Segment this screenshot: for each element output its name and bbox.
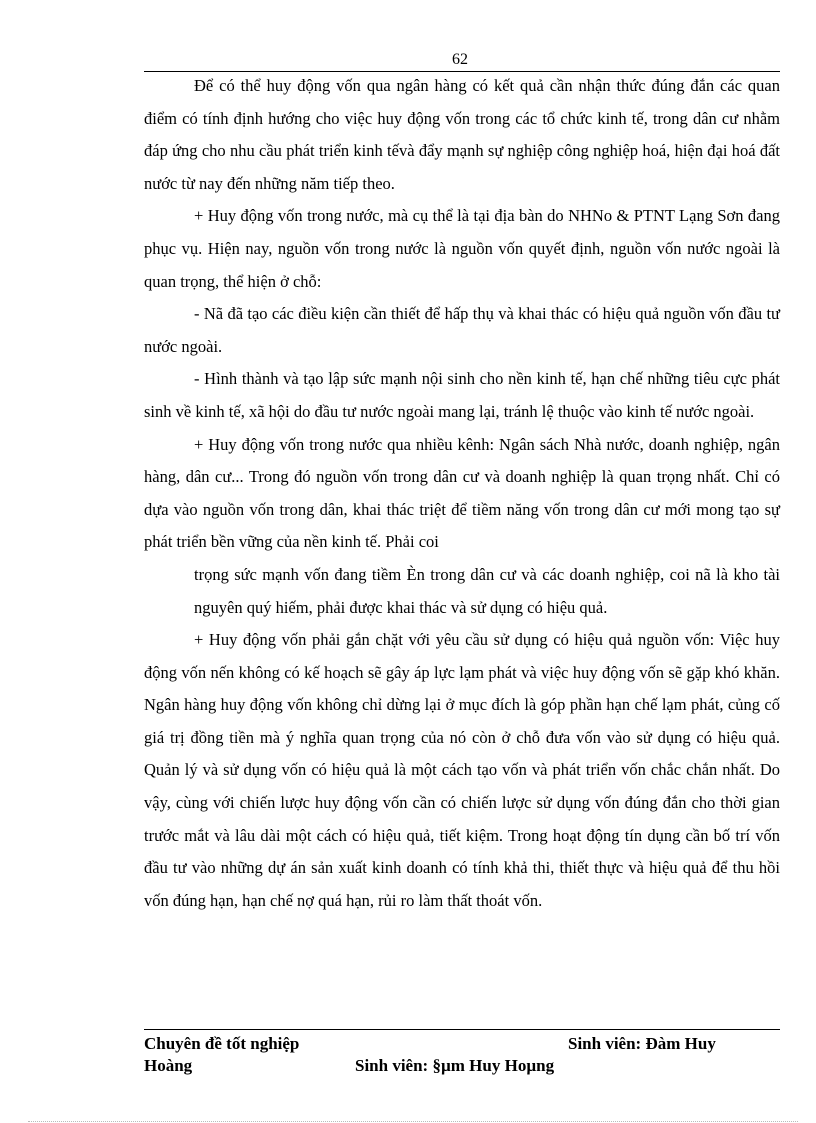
paragraph-domestic-capital: + Huy động vốn trong nước, mà cụ thể là tại địa bàn do NHNo & PTNT Lạng Sơn đang phục vụ. Hiện nay, nguồn vốn trong nước là nguồn vốn quyết định, nguồn vốn nước ngoài là quan trọng, thể hiện ở chỗ: — [144, 206, 780, 291]
bullet-internal-strength: - Hình thành và tạo lập sức mạnh nội sinh cho nền kinh tế, hạn chế những tiêu cực phát sinh về kinh tế, xã hội do đầu tư nước ngoài mang lại, tránh lệ thuộc vào kinh tế nước ngoài. — [144, 369, 780, 421]
bullet-absorb-foreign-capital: - Nã đã tạo các điều kiện cần thiết để hấp thụ và khai thác có hiệu quả nguồn vốn đầu tư nước ngoài. — [144, 304, 780, 356]
document-body — [144, 70, 780, 917]
paragraph-intro: Để có thể huy động vốn qua ngân hàng có kết quả cần nhận thức đúng đắn các quan điểm có tính định hướng cho việc huy động vốn trong các tổ chức kinh tế, trong dân cư nhằm đáp ứng cho nhu cầu phát triển kinh tếvà đẩy mạnh sự nghiệp công nghiệp hoá, hiện đại hoá đất nước từ nay đến những năm tiếp theo. — [144, 76, 780, 193]
footer-rule — [144, 1029, 780, 1030]
paragraph-many-channels: + Huy động vốn trong nước qua nhiều kênh: Ngân sách Nhà nước, doanh nghiệp, ngân hàng, dân cư... Trong đó nguồn vốn trong dân cư và doanh nghiệp là quan trọng nhất. Chỉ có dựa vào nguồn vốn trong dân, khai thác triệt để tiềm năng vốn trong dân cư mới mong tạo sự phát triển bền vững của nền kinh tế. Phải coi — [144, 434, 780, 552]
paragraph-hidden-strength: trọng sức mạnh vốn đang tiềm Èn trong dân cư và các doanh nghiệp, coi nã là kho tài nguyên quý hiếm, phải được khai thác và sử dụng có hiệu quả. — [194, 564, 780, 617]
paragraph-efficient-use: + Huy động vốn phải gắn chặt với yêu cầu sử dụng có hiệu quả nguồn vốn: Việc huy động vốn nến không có kế hoạch sẽ gây áp lực lạm phát và việc huy động vốn sẽ gặp khó khăn. Ngân hàng huy động vốn không chỉ dừng lại ở mục đích là góp phần hạn chế lạm phát, củng cố giá trị đồng tiền mà ý nghĩa quan trọng của nó còn ở chỗ đưa vốn vào sử dụng có hiệu quả. Quản lý và sử dụng vốn có hiệu quả là một cách tạo vốn và phát triển vốn chắc chắn nhất. Do vậy, cùng với chiến lược huy động vốn cần có chiến lược sử dụng vốn đúng đắn cho thời gian trước mắt và lâu dài một cách có hiệu quả, tiết kiệm. Trong hoạt động tín dụng cần bố trí vốn đầu tư vào những dự án sản xuất kinh doanh có tính khả thi, thiết thực và hiệu quả để thu hồi vốn đúng hạn, hạn chế nợ quá hạn, rủi ro làm thất thoát vốn. — [144, 630, 780, 910]
footer-garbled-student-label: Sinh viên: §µm Huy Hoµng — [355, 1056, 555, 1075]
page-number: 62 — [452, 51, 468, 68]
page-break-line — [28, 1121, 798, 1122]
footer-student-name-continued: Hoàng — [144, 1056, 193, 1075]
footer-thesis-label: Chuyên đề tốt nghiệp — [144, 1034, 300, 1053]
footer-student-label: Sinh viên: Đàm Huy — [568, 1034, 716, 1053]
